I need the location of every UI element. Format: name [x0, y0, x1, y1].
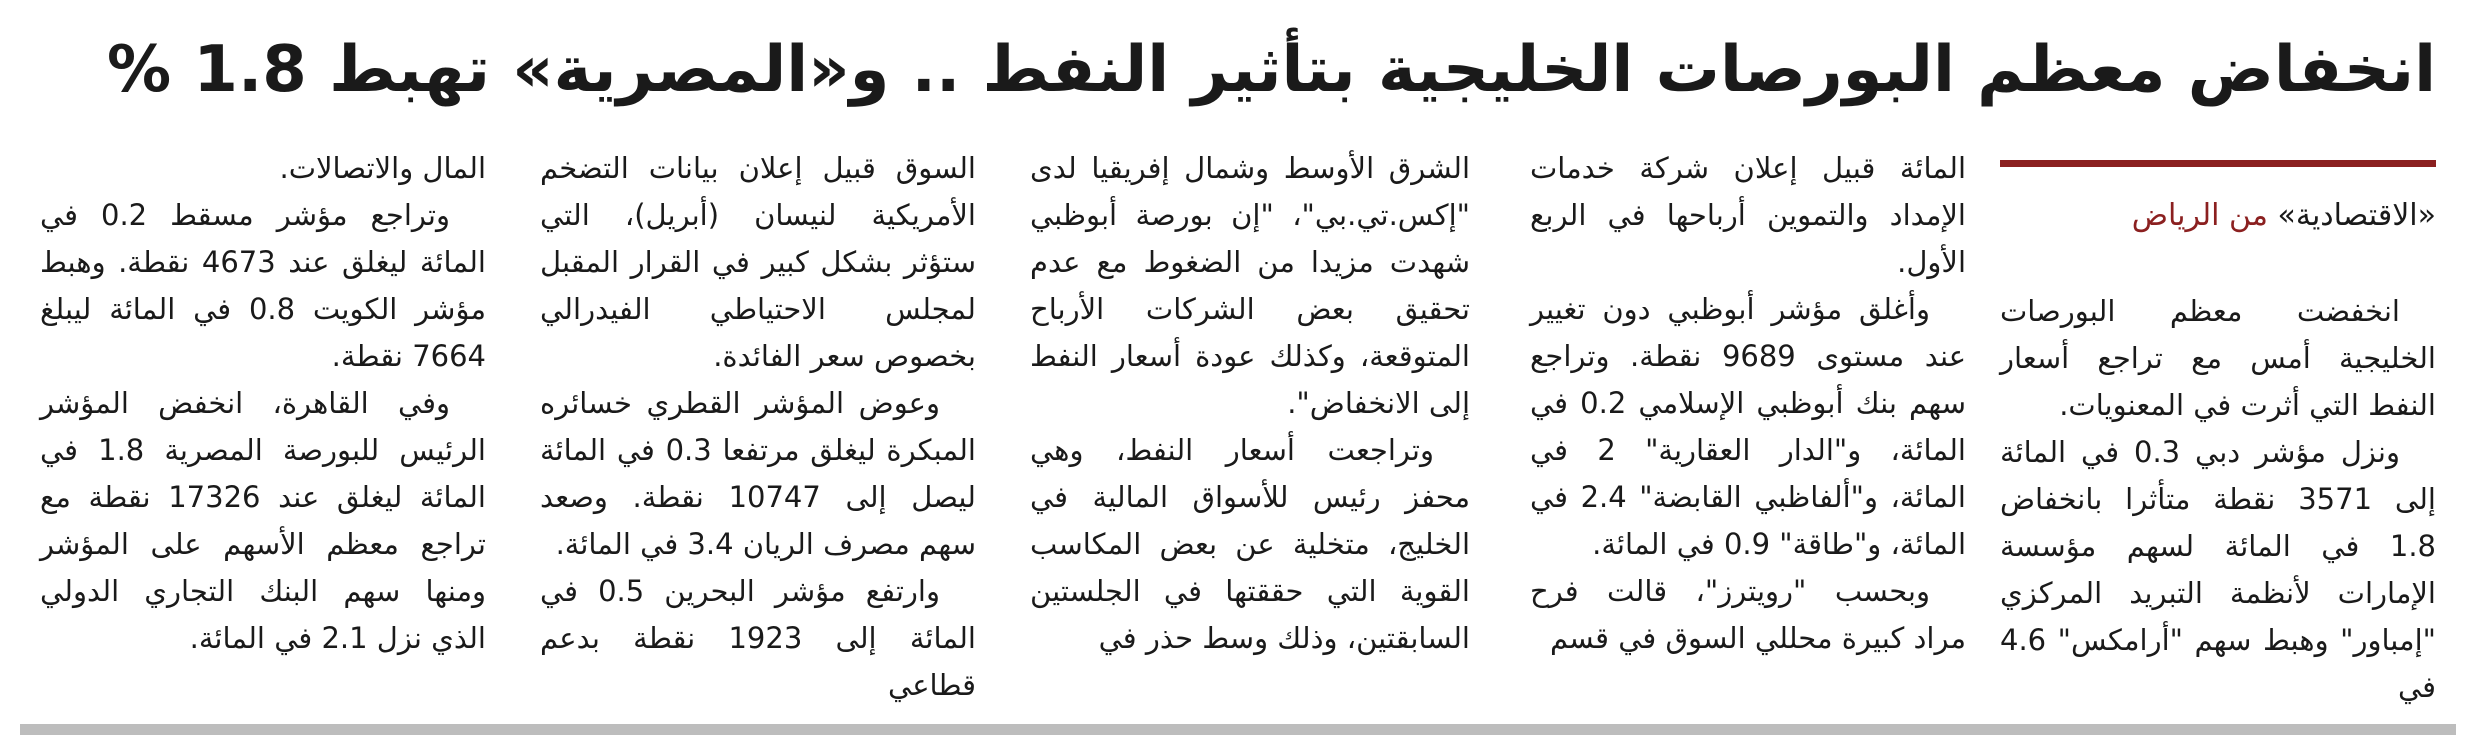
paragraph: وبحسب "رويترز"، قالت فرح مراد كبيرة محللي السوق في قسم: [1530, 574, 1966, 655]
article-column-4: [540, 145, 976, 709]
byline-divider: [2000, 160, 2436, 167]
paragraph-continued: الشرق الأوسط وشمال إفريقيا لدى "إكس.تي.بي"، "إن بورصة أبوظبي شهدت مزيدا من الضغوط مع عدم تحقيق بعض الشركات الأرباح المتوقعة، وكذلك عودة أسعار النفط إلى الانخفاض".: [1030, 151, 1470, 420]
byline: [2000, 188, 2436, 244]
paragraph: وارتفع مؤشر البحرين 0.5 في المائة إلى 1923 نقطة بدعم قطاعي: [540, 574, 976, 702]
paragraph: ونزل مؤشر دبي 0.3 في المائة إلى 3571 نقطة متأثرا بانخفاض 1.8 في المائة لسهم مؤسسة الإمارات لأنظمة التبريد المركزي "إمباور" وهبط سهم "أرامكس" 4.6 في: [2000, 435, 2436, 704]
paragraph-continued: المائة قبيل إعلان شركة خدمات الإمداد والتموين أرباحها في الربع الأول.: [1530, 151, 1966, 279]
byline-newspaper: «الاقتصادية»: [2277, 198, 2436, 233]
article-column-5: [40, 145, 486, 662]
paragraph: وأغلق مؤشر أبوظبي دون تغيير عند مستوى 9689 نقطة. وتراجع سهم بنك أبوظبي الإسلامي 0.2 في المائة، و"الدار العقارية" 2 في المائة، و"ألفاظبي القابضة" 2.4 في المائة، و"طاقة" 0.9 في المائة.: [1530, 292, 1966, 561]
paragraph: وتراجع مؤشر مسقط 0.2 في المائة ليغلق عند 4673 نقطة. وهبط مؤشر الكويت 0.8 في المائة ليبلغ 7664 نقطة.: [40, 198, 486, 373]
paragraph-continued: المال والاتصالات.: [279, 151, 486, 185]
paragraph: وعوض المؤشر القطري خسائره المبكرة ليغلق مرتفعا 0.3 في المائة ليصل إلى 10747 نقطة. وصعد سهم مصرف الريان 3.4 في المائة.: [540, 386, 977, 561]
paragraph: وتراجعت أسعار النفط، وهي محفز رئيس للأسواق المالية في الخليج، متخلية عن بعض المكاسب القوية التي حققتها في الجلستين السابقتين، وذلك وسط حذر في: [1030, 433, 1470, 655]
page-bottom-rule: [20, 724, 2456, 735]
paragraph: انخفضت معظم البورصات الخليجية أمس مع تراجع أسعار النفط التي أثرت في المعنويات.: [2000, 294, 2436, 422]
byline-location: من الرياض: [2131, 198, 2268, 233]
article-headline: انخفاض معظم البورصات الخليجية بتأثير النفط .. و«المصرية» تهبط 1.8 %: [107, 33, 2436, 107]
article-column-1: [2000, 288, 2436, 711]
article-column-3: [1030, 145, 1470, 662]
paragraph: وفي القاهرة، انخفض المؤشر الرئيس للبورصة المصرية 1.8 في المائة ليغلق عند 17326 نقطة مع تراجع معظم الأسهم على المؤشر ومنها سهم البنك التجاري الدولي الذي نزل 2.1 في المائة.: [40, 386, 486, 655]
paragraph-continued: السوق قبيل إعلان بيانات التضخم الأمريكية لنيسان (أبريل)، التي ستؤثر بشكل كبير في القرار المقبل لمجلس الاحتياطي الفيدرالي بخصوص سعر الفائدة.: [540, 151, 976, 373]
article-column-2: [1530, 145, 1966, 662]
